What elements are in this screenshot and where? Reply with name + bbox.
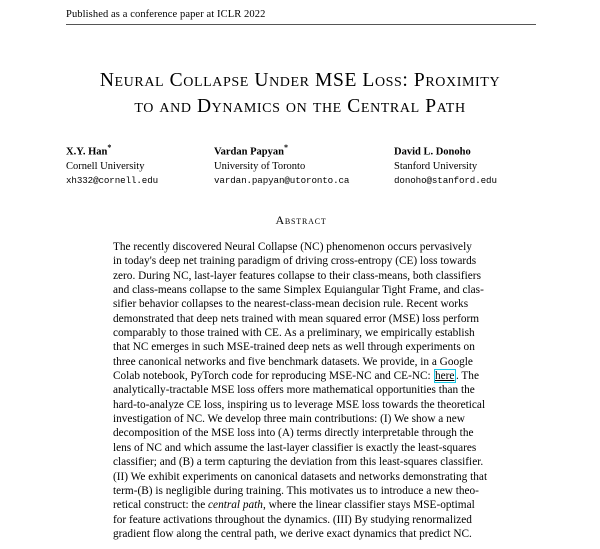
author-name <box>214 141 394 160</box>
author-name <box>66 141 214 160</box>
abstract-line-prefix: Colab notebook, PyTorch code for reproducing MSE-NC and CE-NC: <box>113 370 434 383</box>
page-title <box>50 68 550 120</box>
author-affiliation: Stanford University <box>394 160 478 172</box>
author-name-text: David L. Donoho <box>394 146 471 158</box>
abstract-line: The recently discovered Neural Collapse (NC) phenomenon occurs pervasively <box>113 241 472 253</box>
title-line-1: Neural Collapse Under MSE Loss: Proximity <box>99 70 501 91</box>
author-footnote-marker: * <box>107 143 112 152</box>
abstract-line-with-italic <box>113 498 488 512</box>
author-entry <box>214 141 394 188</box>
abstract-line: for feature activations throughout the dynamics. (III) By studying renormalized <box>113 513 472 526</box>
abstract-line: comparably to those trained with CE. As a preliminary, we empirically establish <box>113 327 475 340</box>
title-line-2: to and Dynamics on the Central Path <box>134 96 466 117</box>
author-footnote-marker: * <box>283 143 288 152</box>
abstract-line-suffix: , where the linear classifier stays MSE-optimal <box>262 499 475 512</box>
abstract-line: three canonical networks and five benchmark datasets. We provide, in a Google <box>113 355 473 368</box>
author-name-text: Vardan Papyan <box>214 146 284 158</box>
abstract-line: investigation of NC. We develop three main contributions: (I) We show a new <box>113 413 465 426</box>
author-block <box>66 141 536 188</box>
abstract-line: hard-to-analyze CE loss, inspiring us to leverage MSE loss towards the theoretical <box>113 398 486 411</box>
author-entry <box>66 141 214 188</box>
abstract-line: decomposition of the MSE loss into (A) terms directly interpretable through the <box>113 427 474 440</box>
abstract-line: that NC emerges in such MSE-trained deep nets as well through experiments on <box>113 341 475 354</box>
colab-notebook-link[interactable]: here <box>435 370 455 383</box>
abstract-line: sifier behavior collapses to the nearest-class-mean decision rule. Recent works <box>113 298 469 311</box>
abstract-line-with-link <box>113 369 488 383</box>
abstract-line: classifier; and (B) a term capturing the deviation from this least-squares classifier. <box>113 456 484 469</box>
abstract-line: demonstrated that deep nets trained with mean squared error (MSE) loss perform <box>113 312 480 325</box>
abstract-line: in today's deep net training paradigm of driving cross-entropy (CE) loss towards <box>113 255 477 268</box>
abstract-line: term-(B) is negligible during training. This motivates us to introduce a new theo- <box>113 484 479 497</box>
central-path-term: central path <box>208 499 263 512</box>
abstract-line: gradient flow along the central path, we derive exact dynamics that predict NC. <box>113 527 472 540</box>
header-divider <box>66 24 536 25</box>
header-venue-text: Published as a conference paper at ICLR 2022 <box>66 9 266 20</box>
abstract-line: analytically-tractable MSE loss offers more mathematical opportunities than the <box>113 384 475 397</box>
author-email[interactable]: vardan.papyan@utoronto.ca <box>214 174 350 186</box>
abstract-heading: Abstract <box>275 213 327 227</box>
author-affiliation: Cornell University <box>66 160 145 172</box>
author-name-text: X.Y. Han <box>66 146 108 158</box>
abstract-line: zero. During NC, last-layer features collapse to their class-means, both classifiers <box>113 269 481 282</box>
author-email[interactable]: donoho@stanford.edu <box>394 174 497 186</box>
abstract-line: and class-means collapse to the same Simplex Equiangular Tight Frame, and clas- <box>113 284 484 297</box>
page-header <box>66 8 536 25</box>
author-name <box>394 141 536 160</box>
author-email[interactable]: xh332@cornell.edu <box>66 174 159 186</box>
abstract-line-suffix: . The <box>455 370 479 383</box>
abstract-line: lens of NC and which assume the last-layer classifier is exactly the least-squares <box>113 441 477 454</box>
author-affiliation: University of Toronto <box>214 160 306 172</box>
abstract-body <box>113 240 488 541</box>
abstract-line: (II) We exhibit experiments on canonical datasets and networks demonstrating that <box>113 470 488 483</box>
author-entry <box>394 141 536 188</box>
abstract-line-prefix: retical construct: the <box>113 499 209 512</box>
